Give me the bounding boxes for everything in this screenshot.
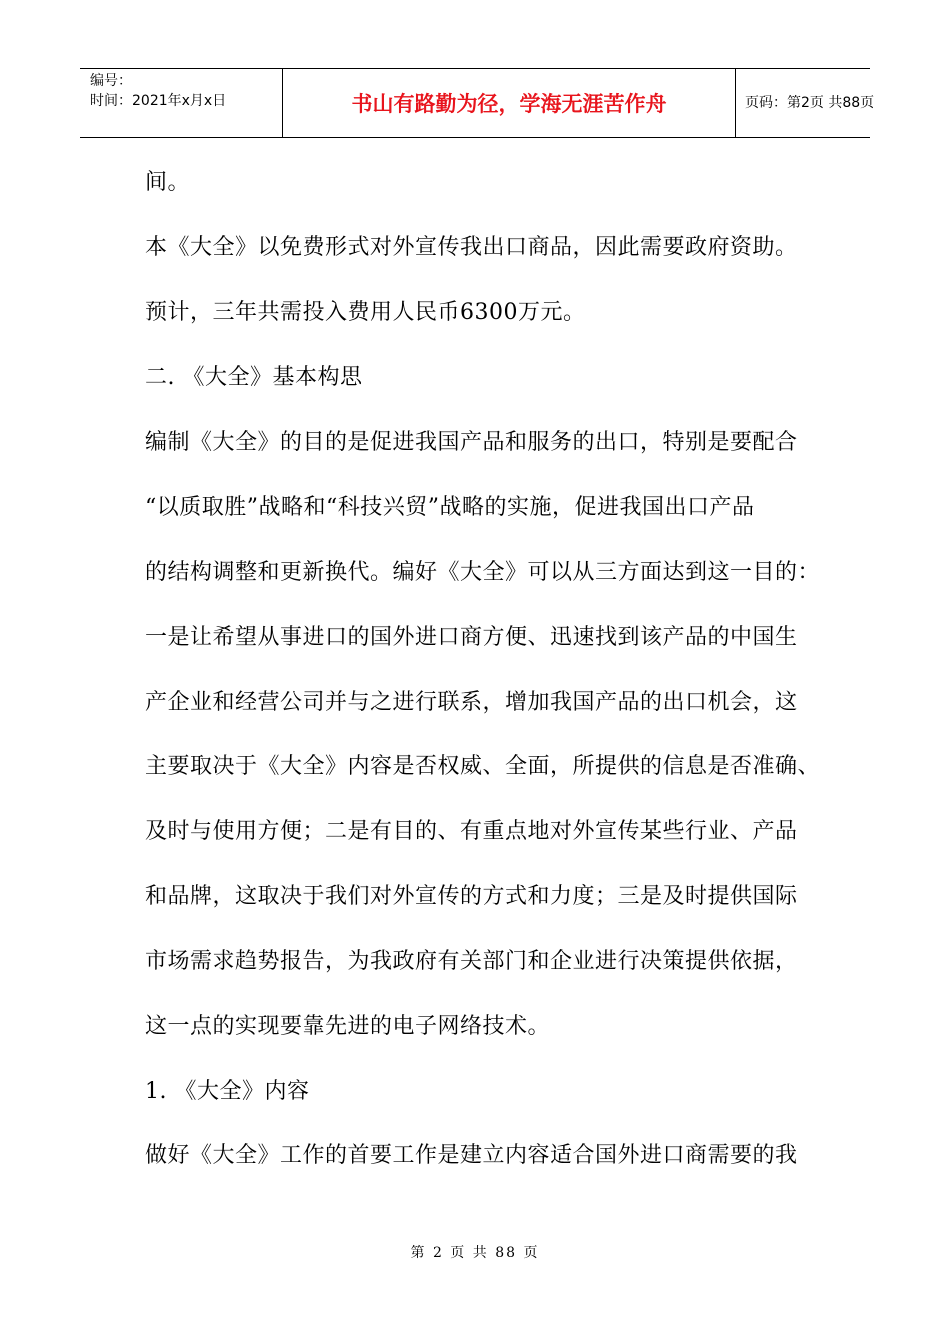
body-line: 主要取决于《大全》内容是否权威、全面，所提供的信息是否准确、 [145, 754, 821, 779]
document-number-label: 编号： [90, 73, 132, 89]
body-line: 一是让希望从事进口的国外进口商方便、迅速找到该产品的中国生 [145, 625, 798, 650]
header-motto-cell [282, 69, 736, 137]
body-line: 编制《大全》的目的是促进我国产品和服务的出口，特别是要配合 [145, 430, 798, 455]
body-line: “以质取胜”战略和“科技兴贸”战略的实施，促进我国出口产品 [145, 495, 755, 520]
body-line: 预计，三年共需投入费用人民币6300万元。 [145, 300, 586, 325]
page-footer: 第 2 页 共 88 页 [410, 1245, 540, 1261]
body-line: 及时与使用方便；二是有目的、有重点地对外宣传某些行业、产品 [145, 819, 798, 844]
header-info-cell [80, 69, 282, 137]
body-line: 市场需求趋势报告，为我政府有关部门和企业进行决策提供依据， [145, 949, 798, 974]
page-header [80, 68, 875, 138]
header-motto: 书山有路勤为径，学海无涯苦作舟 [351, 92, 667, 116]
body-line: 这一点的实现要靠先进的电子网络技术。 [145, 1014, 551, 1039]
body-line: 产企业和经营公司并与之进行联系，增加我国产品的出口机会，这 [145, 690, 798, 715]
document-date-label: 时间：2021年x月x日 [90, 93, 227, 109]
body-line: 做好《大全》工作的首要工作是建立内容适合国外进口商需要的我 [145, 1143, 798, 1168]
header-page-code: 页码：第2页 共88页 [745, 95, 875, 111]
header-page-cell [735, 69, 875, 137]
subsection-heading: 1. 《大全》内容 [145, 1079, 310, 1104]
body-line: 间。 [145, 170, 191, 195]
section-heading: 二. 《大全》基本构思 [145, 365, 363, 390]
body-line: 本《大全》以免费形式对外宣传我出口商品，因此需要政府资助。 [145, 235, 798, 260]
body-line: 和品牌，这取决于我们对外宣传的方式和力度；三是及时提供国际 [145, 884, 798, 909]
body-line: 的结构调整和更新换代。编好《大全》可以从三方面达到这一目的： [145, 560, 821, 585]
